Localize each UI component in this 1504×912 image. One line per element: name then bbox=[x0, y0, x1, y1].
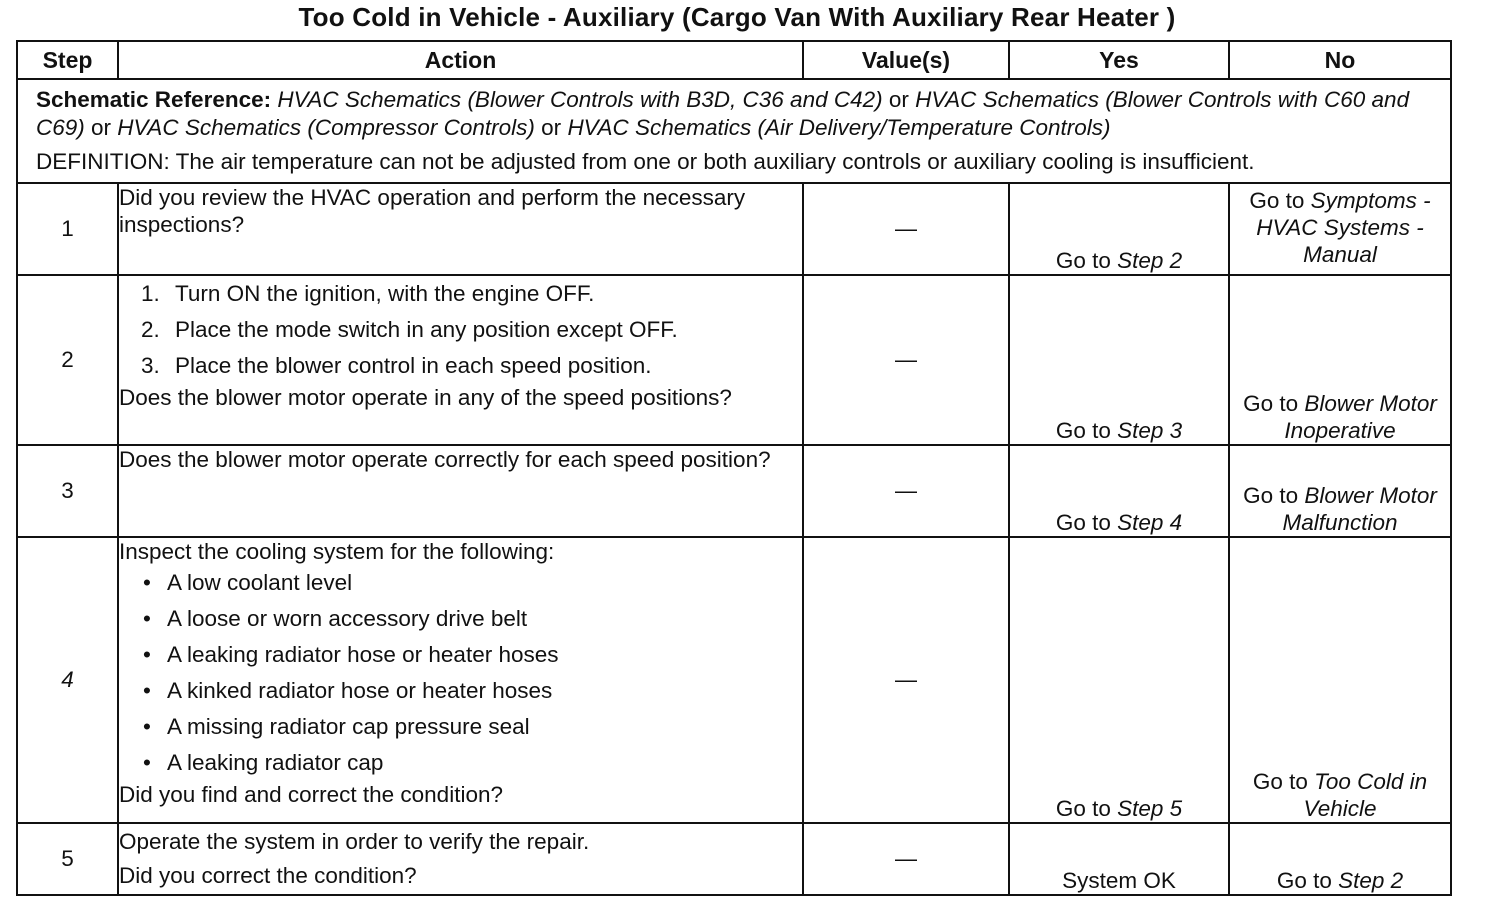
no-link[interactable]: Too Cold in Vehicle bbox=[1303, 769, 1428, 821]
action-cell bbox=[118, 823, 803, 895]
action-cell bbox=[118, 445, 803, 537]
action-question: Did you review the HVAC operation and perform the necessary inspections? bbox=[119, 185, 746, 237]
bullet-list bbox=[119, 565, 802, 781]
no-cell: Go to Too Cold in Vehicle bbox=[1229, 537, 1451, 823]
diagnostic-table bbox=[16, 40, 1452, 896]
yes-link[interactable]: Step 3 bbox=[1117, 418, 1183, 443]
action-cell bbox=[118, 537, 803, 823]
table-row bbox=[17, 275, 1451, 445]
no-link[interactable]: Symptoms - HVAC Systems - Manual bbox=[1256, 188, 1431, 267]
header-step: Step bbox=[17, 41, 118, 79]
yes-cell bbox=[1009, 823, 1229, 895]
list-item: • A loose or worn accessory drive belt bbox=[143, 606, 528, 631]
page-title: Too Cold in Vehicle - Auxiliary (Cargo Van With Auxiliary Rear Heater ) bbox=[298, 2, 1176, 32]
step-number: 3 bbox=[17, 445, 118, 537]
schematic-link-4[interactable]: HVAC Schematics (Air Delivery/Temperature Controls) bbox=[567, 115, 1111, 140]
reference-row bbox=[17, 79, 1451, 183]
no-cell: Go to Blower Motor Malfunction bbox=[1229, 445, 1451, 537]
header-yes: Yes bbox=[1009, 41, 1229, 79]
yes-link[interactable]: Step 5 bbox=[1117, 796, 1183, 821]
yes-cell: Go to Step 2 bbox=[1009, 183, 1229, 275]
list-item: • A missing radiator cap pressure seal bbox=[143, 714, 530, 739]
action-intro: Operate the system in order to verify the repair. bbox=[119, 829, 590, 854]
header-no: No bbox=[1229, 41, 1451, 79]
action-question: Does the blower motor operate correctly for each speed position? bbox=[119, 447, 771, 472]
no-cell: Go to Step 2 bbox=[1229, 823, 1451, 895]
header-action: Action bbox=[118, 41, 803, 79]
yes-link[interactable]: Step 2 bbox=[1117, 248, 1183, 273]
list-item: 3. Place the blower control in each speed position. bbox=[141, 353, 652, 378]
yes-cell: Go to Step 5 bbox=[1009, 537, 1229, 823]
header-row bbox=[17, 41, 1451, 79]
schematic-link-2[interactable]: HVAC Schematics (Blower Controls with C60 and C69) bbox=[36, 87, 1410, 140]
action-question: Did you find and correct the condition? bbox=[119, 782, 503, 807]
action-cell bbox=[118, 183, 803, 275]
schematic-link-1[interactable]: HVAC Schematics (Blower Controls with B3D, C36 and C42) bbox=[277, 87, 883, 112]
list-item: 2. Place the mode switch in any position except OFF. bbox=[141, 317, 678, 342]
value-cell: — bbox=[803, 823, 1009, 895]
value-cell: — bbox=[803, 537, 1009, 823]
step-number: 5 bbox=[17, 823, 118, 895]
list-item: • A low coolant level bbox=[143, 570, 353, 595]
action-question: Does the blower motor operate in any of the speed positions? bbox=[119, 385, 732, 410]
reference-label: Schematic Reference: bbox=[36, 87, 272, 112]
no-link[interactable]: Blower Motor Malfunction bbox=[1282, 483, 1437, 535]
no-cell: Go to Symptoms - HVAC Systems - Manual bbox=[1229, 183, 1451, 275]
table-row bbox=[17, 537, 1451, 823]
no-cell: Go to Blower Motor Inoperative bbox=[1229, 275, 1451, 445]
yes-cell: Go to Step 4 bbox=[1009, 445, 1229, 537]
no-link[interactable]: Step 2 bbox=[1338, 868, 1404, 893]
numbered-steps bbox=[119, 276, 802, 384]
action-question: Did you correct the condition? bbox=[119, 863, 417, 888]
action-intro: Inspect the cooling system for the following: bbox=[119, 539, 555, 564]
schematic-link-3[interactable]: HVAC Schematics (Compressor Controls) bbox=[117, 115, 535, 140]
list-item: 1. Turn ON the ignition, with the engine OFF. bbox=[141, 281, 595, 306]
list-item: • A leaking radiator hose or heater hoses bbox=[143, 642, 559, 667]
action-cell bbox=[118, 275, 803, 445]
step-number: 4 bbox=[17, 537, 118, 823]
value-cell: — bbox=[803, 445, 1009, 537]
definition-text: DEFINITION: The air temperature can not be adjusted from one or both auxiliary controls or auxiliary cooling is insufficient. bbox=[36, 149, 1255, 174]
yes-cell: Go to Step 3 bbox=[1009, 275, 1229, 445]
schematic-reference: Schematic Reference: HVAC Schematics (Blower Controls with B3D, C36 and C42) or HVAC Schematics (Blower Controls with C60 and C69) or HVAC Schematics (Compressor Controls) or HVAC Schematics (Air Delivery/Temperature Controls) DEFINITION: The air temperature can not be adjusted from one or both auxiliary controls or auxiliary cooling is insufficient. bbox=[17, 79, 1451, 183]
table-row bbox=[17, 183, 1451, 275]
table-row bbox=[17, 445, 1451, 537]
step-number: 2 bbox=[17, 275, 118, 445]
list-item: • A leaking radiator cap bbox=[143, 750, 384, 775]
yes-result: System OK bbox=[1062, 868, 1176, 893]
value-cell: — bbox=[803, 183, 1009, 275]
yes-link[interactable]: Step 4 bbox=[1117, 510, 1183, 535]
table-row bbox=[17, 823, 1451, 895]
step-number: 1 bbox=[17, 183, 118, 275]
no-link[interactable]: Blower Motor Inoperative bbox=[1284, 391, 1437, 443]
header-value: Value(s) bbox=[803, 41, 1009, 79]
value-cell: — bbox=[803, 275, 1009, 445]
list-item: • A kinked radiator hose or heater hoses bbox=[143, 678, 553, 703]
